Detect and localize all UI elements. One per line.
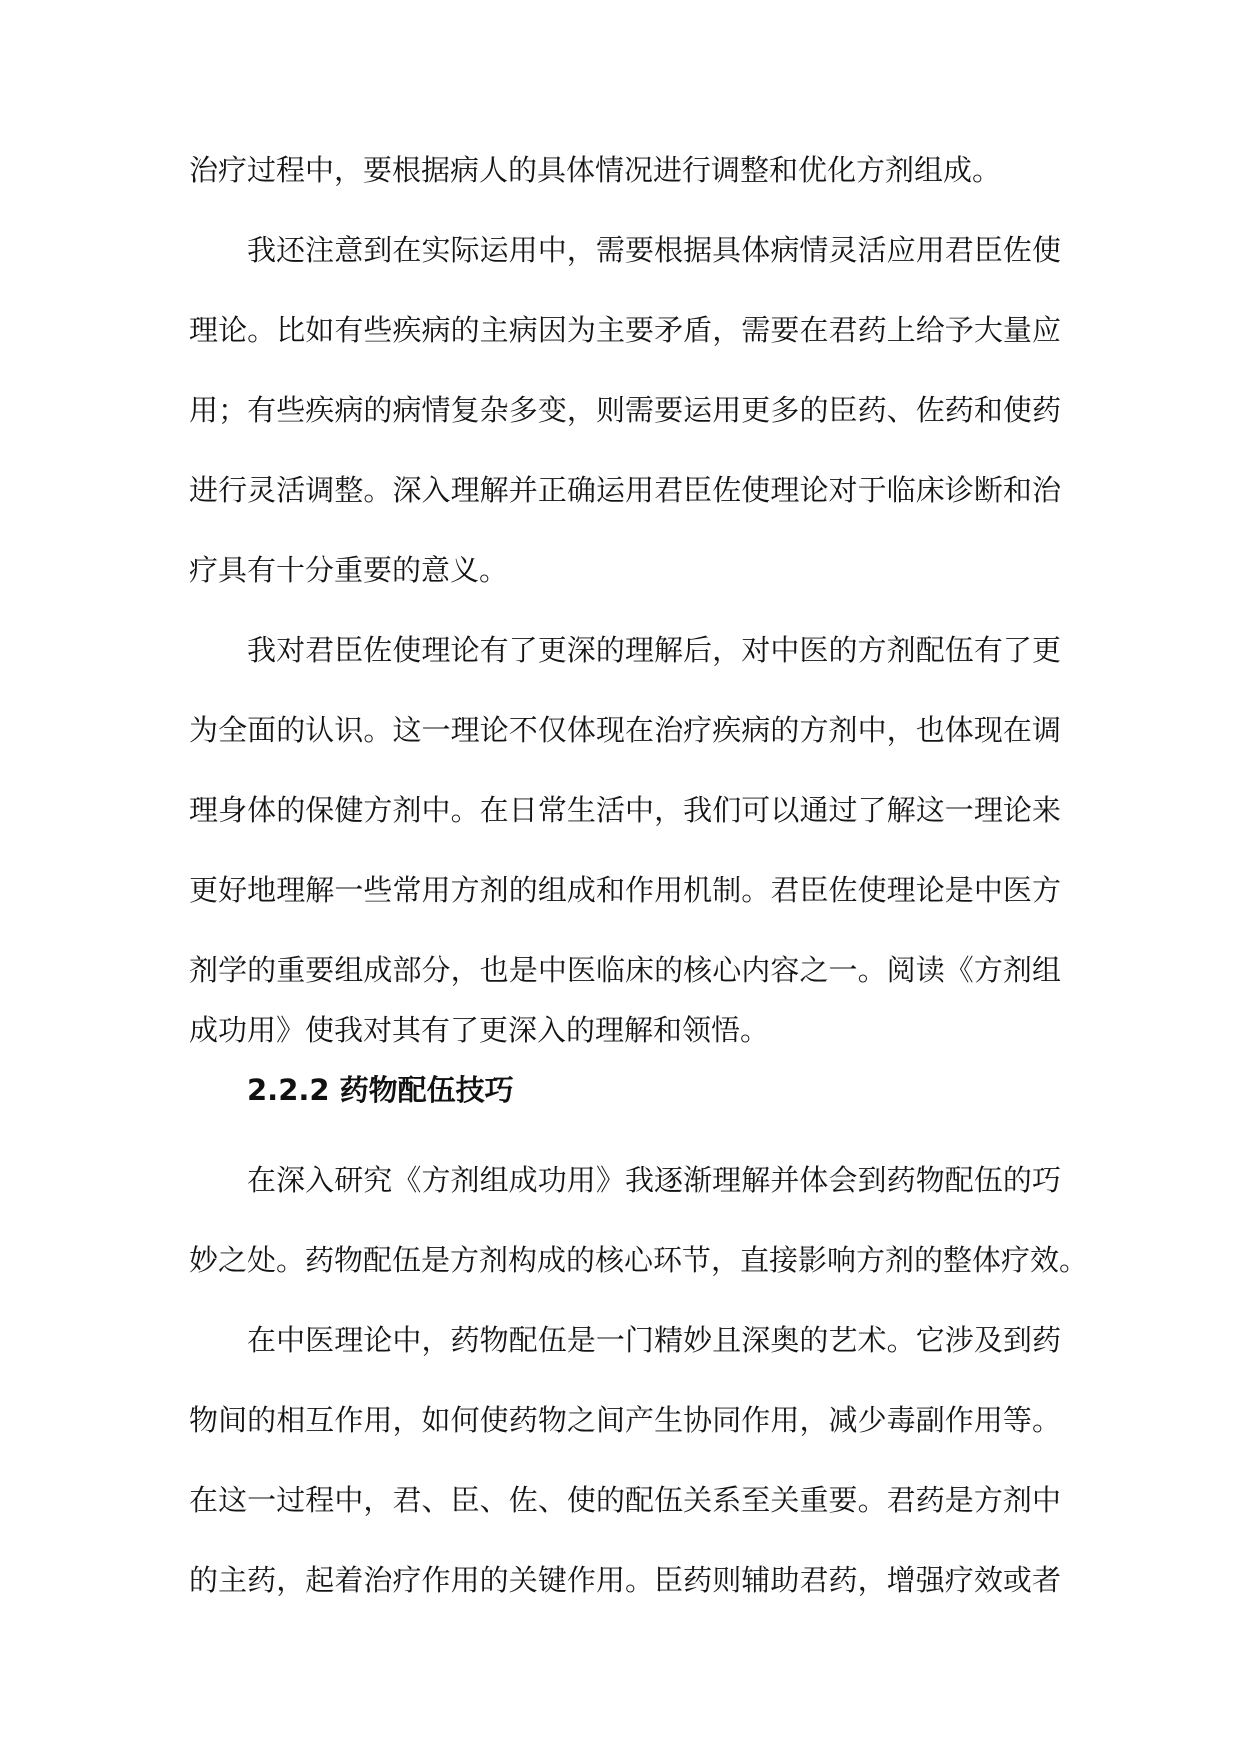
paragraph-line: 我对君臣佐使理论有了更深的理解后，对中医的方剂配伍有了更 [247, 633, 1061, 667]
paragraph-line: 理论。比如有些疾病的主病因为主要矛盾，需要在君药上给予大量应 [189, 313, 1061, 347]
paragraph-line: 疗具有十分重要的意义。 [189, 553, 509, 587]
paragraph-line: 在中医理论中，药物配伍是一门精妙且深奥的艺术。它涉及到药 [247, 1323, 1061, 1357]
paragraph-line: 剂学的重要组成部分，也是中医临床的核心内容之一。阅读《方剂组 [189, 953, 1061, 987]
paragraph-line: 用；有些疾病的病情复杂多变，则需要运用更多的臣药、佐药和使药 [189, 393, 1061, 427]
paragraph-line: 我还注意到在实际运用中，需要根据具体病情灵活应用君臣佐使 [247, 233, 1061, 267]
paragraph-line: 的主药，起着治疗作用的关键作用。臣药则辅助君药，增强疗效或者 [189, 1563, 1061, 1597]
paragraph-line: 在这一过程中，君、臣、佐、使的配伍关系至关重要。君药是方剂中 [189, 1483, 1061, 1517]
section-heading: 2.2.2 药物配伍技巧 [247, 1073, 514, 1107]
paragraph-line: 成功用》使我对其有了更深入的理解和领悟。 [189, 1013, 770, 1047]
paragraph-line: 进行灵活调整。深入理解并正确运用君臣佐使理论对于临床诊断和治 [189, 473, 1061, 507]
paragraph-line: 物间的相互作用，如何使药物之间产生协同作用，减少毒副作用等。 [189, 1403, 1061, 1437]
paragraph-line: 妙之处。药物配伍是方剂构成的核心环节，直接影响方剂的整体疗效。 [189, 1243, 1089, 1277]
paragraph-line: 为全面的认识。这一理论不仅体现在治疗疾病的方剂中，也体现在调 [189, 713, 1061, 747]
paragraph-line: 理身体的保健方剂中。在日常生活中，我们可以通过了解这一理论来 [189, 793, 1061, 827]
paragraph-line: 更好地理解一些常用方剂的组成和作用机制。君臣佐使理论是中医方 [189, 873, 1061, 907]
paragraph-line: 治疗过程中，要根据病人的具体情况进行调整和优化方剂组成。 [189, 153, 1002, 187]
paragraph-line: 在深入研究《方剂组成功用》我逐渐理解并体会到药物配伍的巧 [247, 1163, 1061, 1197]
